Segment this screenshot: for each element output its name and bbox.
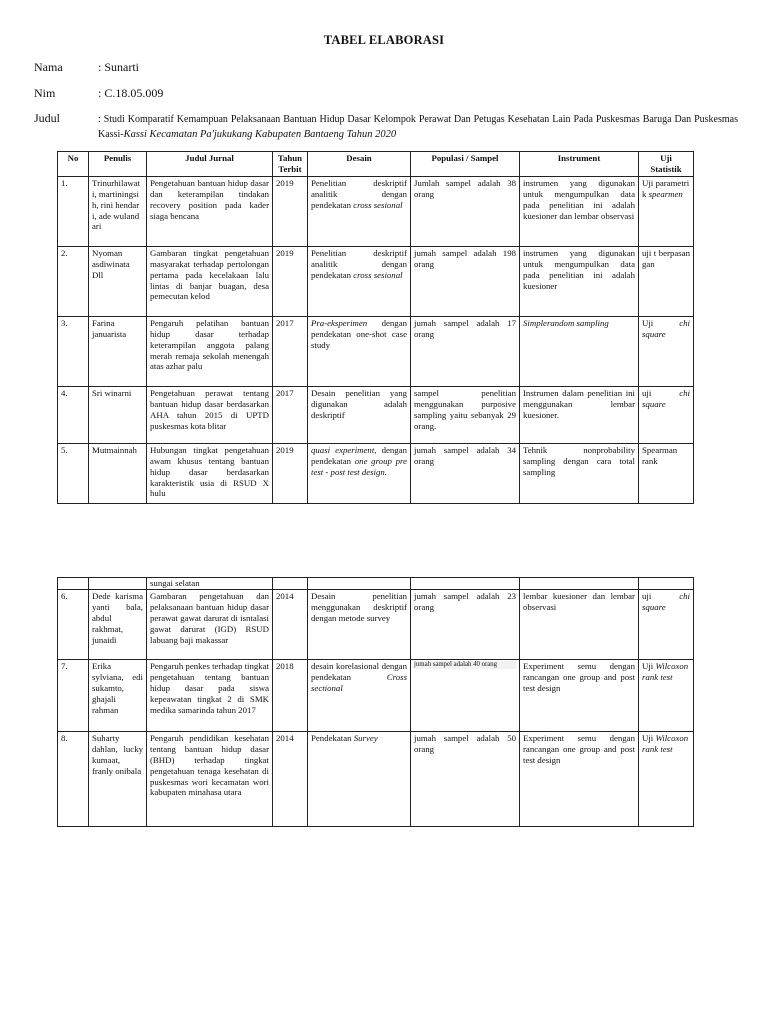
table-row	[58, 731, 694, 826]
cell-tahun: 2019	[273, 246, 308, 316]
judul-handwritten-text: Kassi Kecamatan Pa'jukukang Kabupaten Bantaeng Tahun 2020	[123, 129, 397, 140]
desain-text: dengan pendekatan one-shot case study	[311, 317, 407, 350]
cell-populasi	[411, 659, 520, 731]
uji-text: uji	[642, 590, 680, 601]
table-row	[58, 246, 694, 316]
desain-italic-text: one group pre test - post test design.	[311, 455, 407, 477]
cell-instrument: instrumen yang digunakan untuk mengumpulkan data pada penelitian ini adalah kuesioner	[520, 246, 639, 316]
cell-uji	[639, 386, 694, 443]
cell-penulis: Mutmainnah	[89, 443, 147, 503]
cell-instrument: Instrumen dalam penelitian ini menggunakan lembar kuesioner.	[520, 386, 639, 443]
desain-text: Penelitian deskriptif analitik dengan pendekatan	[311, 177, 407, 210]
cell-uji	[639, 659, 694, 731]
cell-judul: Pengaruh penkes terhadap tingkat pengetahuan tentang bantuan hidup dasar pada siswa kepeawatan tingkat 2 di SMK medika samarinda tahun 2017	[147, 659, 273, 731]
cell-tahun: 2019	[273, 443, 308, 503]
nama-value: : Sunarti	[98, 60, 139, 74]
header-tahun	[273, 152, 308, 177]
cell-no: 8.	[58, 731, 89, 826]
uji-text: Uji	[642, 317, 680, 328]
table-row	[58, 443, 694, 503]
cell-judul: Pengaruh pelatihan bantuan hidup dasar terhadap keterampilan anggota palang merah remaja sekolah menengah atas azhar palu	[147, 316, 273, 386]
cell-uji	[639, 176, 694, 246]
cell-tahun: 2017	[273, 316, 308, 386]
cell-penulis: Suharty dahlan, lucky kumaat, franly onibala	[89, 731, 147, 826]
cell-instrument: Tehnik nonprobability sampling dengan cara total sampling	[520, 443, 639, 503]
uji-italic-text: Wilcoxon rank test	[642, 732, 689, 754]
desain-italic-text: quasi experiment,	[311, 444, 377, 455]
cell-desain	[308, 176, 411, 246]
cell-penulis: Farina januarista	[89, 316, 147, 386]
cell-no: 3.	[58, 316, 89, 386]
cell-no: 2.	[58, 246, 89, 316]
cell-judul: Hubungan tingkat pengetahuan awam khusus tentang bantuan hidup dasar berdasarkan karakteristik usia di RSUD X hulu	[147, 443, 273, 503]
header-judul: Judul Jurnal	[147, 152, 273, 177]
uji-text: Uji parametrik	[642, 177, 690, 199]
table-row-continuation	[58, 578, 694, 590]
uji-text: uji	[642, 387, 680, 398]
cell-penulis: Sri winarni	[89, 386, 147, 443]
desain-italic-text: Survey	[353, 732, 378, 743]
cell-populasi: jumah sampel adalah 23 orang	[411, 589, 520, 659]
cell-uji	[639, 731, 694, 826]
cell-uji	[639, 316, 694, 386]
uji-text: Uji	[642, 732, 656, 743]
table-row	[58, 659, 694, 731]
cell-desain	[308, 659, 411, 731]
uji-text: Uji	[642, 660, 656, 671]
cell-no: 5.	[58, 443, 89, 503]
table-row	[58, 589, 694, 659]
cell-populasi: jumah sampel adalah 17 orang	[411, 316, 520, 386]
cell-uji: uji t berpasangan	[639, 246, 694, 316]
cell-tahun: 2017	[273, 386, 308, 443]
table-row	[58, 176, 694, 246]
header-populasi: Populasi / Sampel	[411, 152, 520, 177]
cell-desain	[308, 443, 411, 503]
header-desain: Desain	[308, 152, 411, 177]
desain-text: Penelitian deskriptif analitik dengan pendekatan	[311, 247, 407, 280]
cell-instrument: lembar kuesioner dan lembar observasi	[520, 589, 639, 659]
uji-italic-text: spearmen	[648, 188, 683, 199]
cell-uji: Spearman rank	[639, 443, 694, 503]
header-penulis: Penulis	[89, 152, 147, 177]
desain-italic-text: Pra-eksperimen	[311, 317, 368, 328]
cell-desain	[308, 246, 411, 316]
desain-text: dengan pendekatan	[311, 444, 407, 466]
judul-label: Judul	[34, 111, 61, 125]
desain-italic-text: cross sesional	[353, 269, 403, 280]
header-instrument: Instrument	[520, 152, 639, 177]
nim-label: Nim	[34, 86, 56, 100]
desain-text: Pendekatan	[311, 732, 354, 743]
nama-label: Nama	[34, 60, 63, 74]
cell-tahun: 2018	[273, 659, 308, 731]
nim-value: : C.18.05.009	[98, 86, 164, 100]
cell-tahun: 2014	[273, 731, 308, 826]
cell-instrument: Experiment semu dengan rancangan one group and post test design	[520, 659, 639, 731]
cell-desain	[308, 731, 411, 826]
cell-no: 1.	[58, 176, 89, 246]
table-row	[58, 316, 694, 386]
cell-no: 6.	[58, 589, 89, 659]
desain-italic-text: Cross sectional	[311, 671, 407, 693]
cell-uji	[639, 589, 694, 659]
cell-penulis: Erika sylviana, edi sukamto, ghajali rahman	[89, 659, 147, 731]
cell-instrument: Experiment semu dengan rancangan one group and post test design	[520, 731, 639, 826]
cell-instrument: instrumen yang digunakan untuk mengumpulkan data pada penelitian ini adalah kuesioner dan lembar observasi	[520, 176, 639, 246]
header-uji	[639, 152, 694, 177]
cell-populasi: Jumlah sampel adalah 38 orang	[411, 176, 520, 246]
header-tahun-line1: Tahun	[277, 153, 303, 163]
uji-italic-text: Wilcoxon rank test	[642, 660, 689, 682]
cell-no: 4.	[58, 386, 89, 443]
cell-judul: Gambaran pengetahuan dan pelaksanaan bantuan hidup dasar perawat gawat darurat di isntalasi gawat darurat (IGD) RSUD labuang baji makassar	[147, 589, 273, 659]
cell-penulis: Nyoman asdiwinata Dll	[89, 246, 147, 316]
cell-no: 7.	[58, 659, 89, 731]
elaboration-table-continued	[57, 577, 694, 827]
cell-desain	[308, 316, 411, 386]
cell-tahun: 2014	[273, 589, 308, 659]
cell-populasi: jumah sampel adalah 50 orang	[411, 731, 520, 826]
cell-desain: Desain penelitian yang digunakan adalah deskriptif	[308, 386, 411, 443]
cell-judul: Pengaruh pendidikan kesehatan tentang bantuan hidup dasar (BHD) terhadap tingkat pengetahuan tenaga kesehatan di puskesmas wori kecamatan wori kabupaten minahasa utara	[147, 731, 273, 826]
cell-judul: Pengetahuan perawat tentang bantuan hidup dasar berdasarkan AHA tahun 2015 di UPTD puskesmas kota blitar	[147, 386, 273, 443]
cell-populasi: jumah sampel adalah 34 orang	[411, 443, 520, 503]
cell-judul: Gambaran tingkat pengetahuan masyarakat terhadap pertolongan pertama pada kecelakaan lalu lintas di banjar buagan, desa pemecutan kelod	[147, 246, 273, 316]
uji-italic-text: chi square	[642, 590, 690, 612]
judul-text: : Studi Komparatif Kemampuan Pelaksanaan Bantuan Hidup Dasar Kelompok Perawat Dan Petugas Kesehatan Lain Pada Puskesmas Baruga Dan Puskesmas Kassi-	[98, 114, 738, 140]
cell-penulis: Trinurhilawati, martiningsih, rini hendari, ade wulandari	[89, 176, 147, 246]
page-title: TABEL ELABORASI	[323, 33, 445, 47]
cell-populasi: jumah sampel adalah 198 orang	[411, 246, 520, 316]
desain-italic-text: cross sesional	[353, 199, 403, 210]
uji-italic-text: chi square	[642, 387, 690, 409]
header-uji-line2: Statistik	[650, 163, 682, 174]
cell-tahun: 2019	[273, 176, 308, 246]
cell-desain: Desain penelitian menggunakan deskriptif dengan metode survey	[308, 589, 411, 659]
elaboration-table	[57, 151, 694, 504]
header-tahun-line2: Terbit	[278, 163, 302, 174]
header-no: No	[58, 152, 89, 177]
cell-populasi: sampel penelitian menggunakan purposive sampling yaitu sebanyak 29 orang.	[411, 386, 520, 443]
cell-instrument: Simplerandom sampling	[520, 316, 639, 386]
cell-penulis: Dede karisma yanti bala, abdul rakhmat, junaidi	[89, 589, 147, 659]
desain-text: desain korelasional dengan pendekatan	[311, 660, 407, 682]
populasi-small-text: jumah sampel adalah 40 orang	[414, 661, 516, 669]
header-uji-line1: Uji	[660, 153, 672, 163]
cell-judul: Pengetahuan bantuan hidup dasar dan keterampilan tindakan recovery position pada kader siaga bencana	[147, 176, 273, 246]
table-header-row	[58, 152, 694, 177]
uji-italic-text: chi square	[642, 317, 690, 339]
table-row	[58, 386, 694, 443]
judul-value	[98, 112, 738, 142]
cell-judul-continuation: sungai selatan	[147, 578, 273, 590]
